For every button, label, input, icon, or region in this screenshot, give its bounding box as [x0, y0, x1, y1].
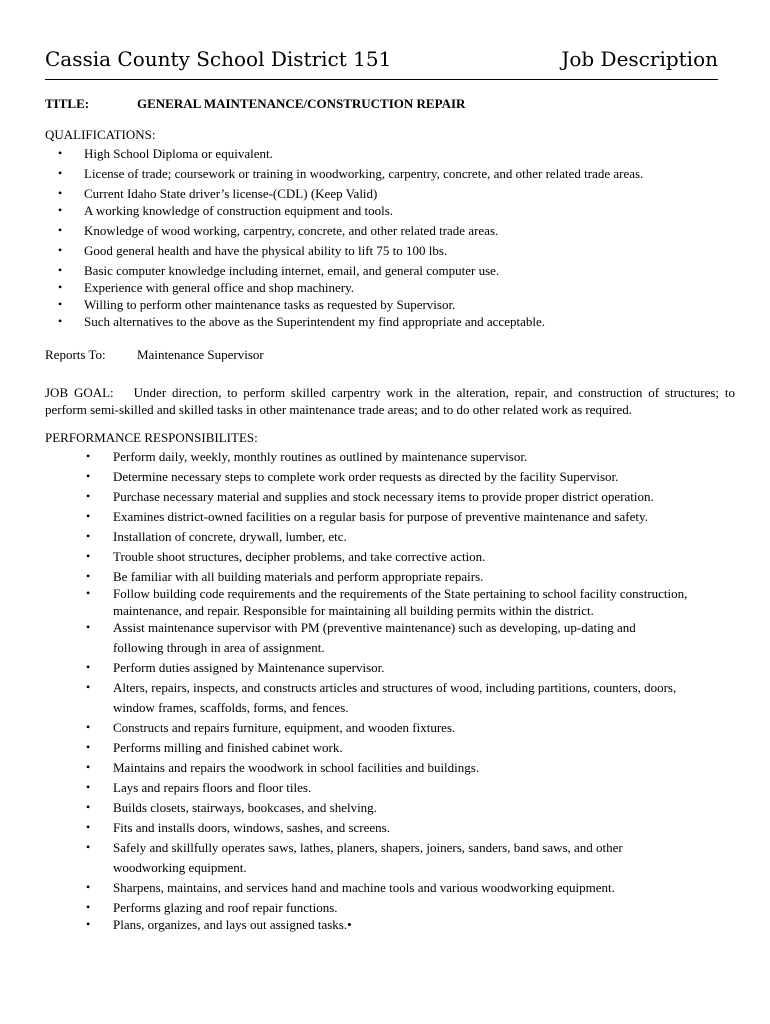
qualifications-heading: QUALIFICATIONS: — [45, 127, 156, 142]
list-item: • Determine necessary steps to complete work order requests as directed by the facility Supervisor. — [86, 469, 619, 484]
bullet-icon: • — [58, 223, 63, 237]
list-item: • Builds closets, stairways, bookcases, and shelving. — [86, 800, 377, 815]
document-type: Job Description — [561, 47, 718, 71]
header-divider — [45, 79, 718, 80]
bullet-icon: • — [86, 740, 91, 754]
list-item: following through in area of assignment. — [113, 640, 325, 655]
bullet-icon: • — [86, 800, 91, 814]
document-header — [45, 47, 718, 77]
list-item: maintenance, and repair. Responsible for maintaining all building permits within the district. — [113, 603, 594, 618]
list-item: • Examines district-owned facilities on a regular basis for purpose of preventive maintenance and safety. — [86, 509, 648, 524]
bullet-icon: • — [86, 529, 91, 543]
bullet-icon: • — [58, 263, 63, 277]
list-item: • Lays and repairs floors and floor tiles. — [86, 780, 312, 795]
list-item: • Safely and skillfully operates saws, lathes, planers, shapers, joiners, sanders, band saws, and other — [86, 840, 623, 855]
list-item: • Current Idaho State driver’s license-(CDL) (Keep Valid) — [58, 186, 378, 201]
bullet-icon: • — [86, 586, 91, 600]
bullet-icon: • — [86, 449, 91, 463]
list-item: • License of trade; coursework or training in woodworking, carpentry, concrete, and other related trade areas. — [58, 166, 644, 181]
list-item: • Be familiar with all building materials and perform appropriate repairs. — [86, 569, 484, 584]
bullet-icon: • — [86, 620, 91, 634]
job-title: GENERAL MAINTENANCE/CONSTRUCTION REPAIR — [137, 96, 466, 111]
list-item: • Constructs and repairs furniture, equipment, and wooden fixtures. — [86, 720, 456, 735]
bullet-icon: • — [86, 880, 91, 894]
list-item: • Alters, repairs, inspects, and constructs articles and structures of wood, including partitions, counters, doors, — [86, 680, 677, 695]
job-goal — [45, 384, 735, 418]
bullet-icon: • — [58, 146, 63, 160]
list-item: • Trouble shoot structures, decipher problems, and take corrective action. — [86, 549, 486, 564]
district-name: Cassia County School District 151 — [45, 47, 392, 71]
list-item: • Willing to perform other maintenance tasks as requested by Supervisor. — [58, 297, 456, 312]
bullet-icon: • — [86, 569, 91, 583]
list-item: • Performs milling and finished cabinet work. — [86, 740, 343, 755]
bullet-icon: • — [86, 680, 91, 694]
bullet-icon: • — [58, 297, 63, 311]
responsibilities-heading: PERFORMANCE RESPONSIBILITES: — [45, 430, 258, 445]
bullet-icon: • — [58, 186, 63, 200]
bullet-icon: • — [86, 840, 91, 854]
job-goal-text: Under direction, to perform skilled carpentry work in the alteration, repair, and construction of structures; to perform semi-skilled and skilled tasks in other maintenance trade areas; and to do other related work as required. — [45, 385, 735, 417]
list-item: • Basic computer knowledge including internet, email, and general computer use. — [58, 263, 500, 278]
list-item: woodworking equipment. — [113, 860, 247, 875]
reports-to-value: Maintenance Supervisor — [137, 347, 264, 362]
list-item: • Good general health and have the physical ability to lift 75 to 100 lbs. — [58, 243, 448, 258]
list-item: • Performs glazing and roof repair functions. — [86, 900, 338, 915]
list-item: • Purchase necessary material and supplies and stock necessary items to provide proper district operation. — [86, 489, 654, 504]
list-item: • Follow building code requirements and the requirements of the State pertaining to school facility construction, — [86, 586, 688, 601]
list-item: • Perform duties assigned by Maintenance supervisor. — [86, 660, 385, 675]
list-item: • High School Diploma or equivalent. — [58, 146, 273, 161]
bullet-icon: • — [86, 900, 91, 914]
list-item: • Knowledge of wood working, carpentry, concrete, and other related trade areas. — [58, 223, 499, 238]
bullet-icon: • — [86, 549, 91, 563]
title-label: TITLE: — [45, 96, 90, 111]
bullet-icon: • — [86, 509, 91, 523]
list-item: window frames, scaffolds, forms, and fences. — [113, 700, 349, 715]
list-item: • Assist maintenance supervisor with PM (preventive maintenance) such as developing, up-dating and — [86, 620, 636, 635]
list-item: • Installation of concrete, drywall, lumber, etc. — [86, 529, 347, 544]
job-goal-label: JOB GOAL: — [45, 385, 114, 400]
reports-to-label: Reports To: — [45, 347, 106, 362]
bullet-icon: • — [86, 469, 91, 483]
responsibilities-list — [86, 449, 687, 932]
list-item: • Plans, organizes, and lays out assigned tasks.• — [86, 917, 352, 932]
list-item: • Such alternatives to the above as the Superintendent my find appropriate and acceptable. — [58, 314, 545, 329]
list-item: • Fits and installs doors, windows, sashes, and screens. — [86, 820, 390, 835]
list-item: • Maintains and repairs the woodwork in school facilities and buildings. — [86, 760, 480, 775]
bullet-icon: • — [86, 780, 91, 794]
bullet-icon: • — [58, 314, 63, 328]
bullet-icon: • — [58, 166, 63, 180]
bullet-icon: • — [86, 820, 91, 834]
list-item: • Experience with general office and shop machinery. — [58, 280, 354, 295]
bullet-icon: • — [86, 660, 91, 674]
bullet-icon: • — [86, 760, 91, 774]
bullet-icon: • — [58, 243, 63, 257]
list-item: • Sharpens, maintains, and services hand and machine tools and various woodworking equipment. — [86, 880, 615, 895]
list-item: • A working knowledge of construction equipment and tools. — [58, 203, 394, 218]
list-item: • Perform daily, weekly, monthly routines as outlined by maintenance supervisor. — [86, 449, 528, 464]
qualifications-list — [58, 146, 643, 329]
bullet-icon: • — [86, 917, 91, 931]
bullet-icon: • — [86, 720, 91, 734]
bullet-icon: • — [58, 280, 63, 294]
bullet-icon: • — [58, 203, 63, 217]
bullet-icon: • — [86, 489, 91, 503]
